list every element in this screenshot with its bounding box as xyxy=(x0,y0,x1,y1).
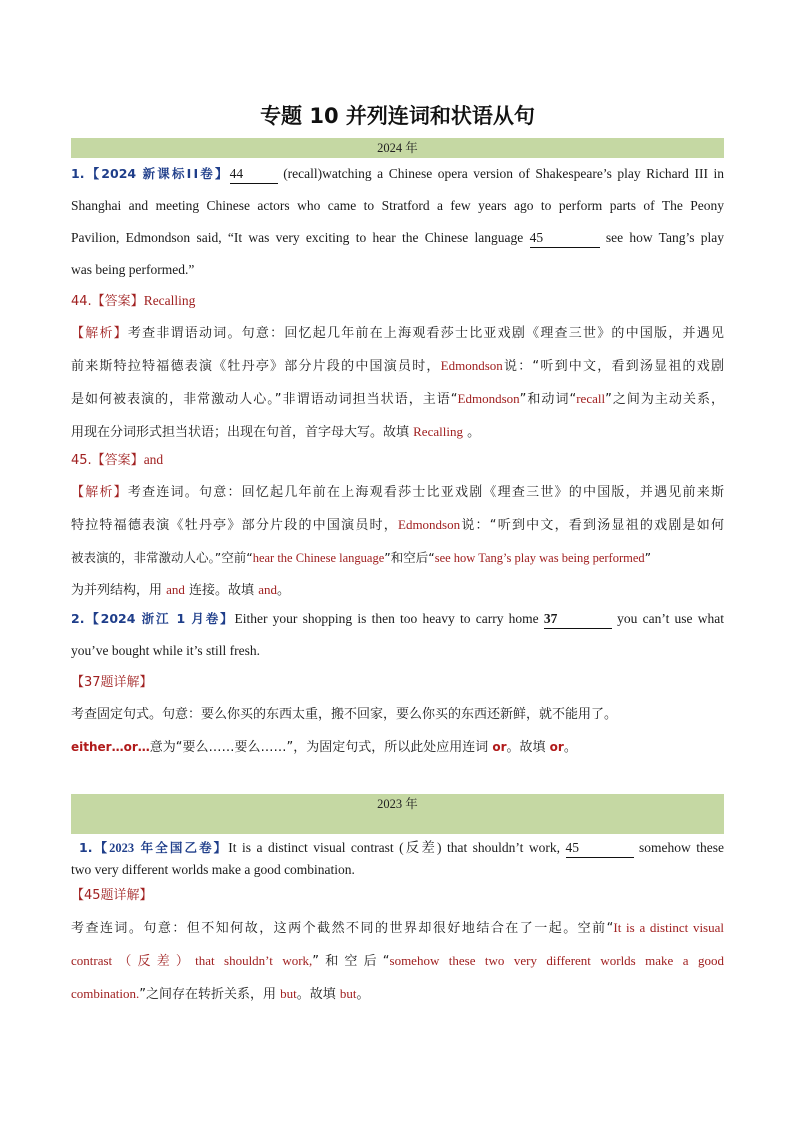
answer-value: and xyxy=(143,452,164,467)
question-source: 【2024 浙江 1 月卷】 xyxy=(84,611,235,626)
answer-value: Recalling xyxy=(143,293,196,308)
detail-label: 【45题详解】 xyxy=(71,888,153,903)
question-1-line-1: 1.【2024 新课标ⅠⅠ卷】44 (recall)watching a Chinese opera version of Shakespeare’s play Richard III in xyxy=(71,158,724,190)
question-source: 【2024 新课标ⅠⅠ卷】 xyxy=(84,166,230,181)
page-title: 专题 10 并列连词和状语从句 xyxy=(260,104,535,128)
question-2023-1: 1.【2023 年全国乙卷】It is a distinct visual contrast (反差) that shouldn’t work, 45 somehow these two very different worlds make a good combination. xyxy=(71,840,724,877)
blank-44[interactable]: 44 xyxy=(230,165,278,184)
detail-2023: 【45题详解】 考查连词。句意：但不知何故，这两个截然不同的世界却很好地结合在了一起。空前“It is a distinct visual contrast（反差）that shouldn’t work,”和空后“somehow these two very different worlds make a good combination.”之间存在转折关系，用 but。故填 but。 xyxy=(71,880,724,1011)
blank-45[interactable]: 45 xyxy=(530,229,600,248)
blank-37[interactable]: 37 xyxy=(544,610,612,629)
question-1: 1.【2024 新课标ⅠⅠ卷】44 (recall)watching a Chinese opera version of Shakespeare’s play Richard III in Shanghai and meeting Chinese actors who came to Stratford a few years ago to perform parts of The Peony Pavilion, Edmondson said, “It was very exciting to hear the Chinese language 45 see how Tang’s play was being performed.” xyxy=(71,158,724,286)
answer-45: 45.【答案】and 【解析】考查连词。句意：回忆起几年前在上海观看莎士比亚戏剧《理查三世》的中国版，并遇见前来斯 特拉特福德表演《牡丹亭》部分片段的中国演员时，Edmondson说：“听到中文，看到汤显祖的戏剧是如何 被表演的，非常激动人心。”空前“hear the Chinese language”和空后“see how Tang’s play was being performed” 为并列结构，用 and 连接。故填 and。 xyxy=(71,452,724,598)
detail-label: 【37题详解】 xyxy=(71,675,153,690)
answer-44: 44.【答案】Recalling 【解析】考查非谓语动词。句意：回忆起几年前在上海观看莎士比亚戏剧《理查三世》的中国版，并遇见 前来斯特拉特福德表演《牡丹亭》部分片段的中国演员时，Edmondson说：“听到中文，看到汤显祖的戏剧 是如何被表演的，非常激动人心。”非谓语动词担当状语，主语“Edmondson”和动词“recall”之间为主动关系， 用现在分词形式担当状语；出现在句首，首字母大写。故填 Recalling 。 xyxy=(71,293,724,440)
blank-45-2023[interactable]: 45 xyxy=(566,839,634,858)
section-header-2023: 2023 年 xyxy=(71,794,724,834)
question-1-line-3: Pavilion, Edmondson said, “It was very exciting to hear the Chinese language 45 see how Tang’s play xyxy=(71,222,724,254)
question-2: 2.【2024 浙江 1 月卷】Either your shopping is then too heavy to carry home 37 you can’t use what you’ve bought while it’s still fresh. 【37题详解】 考查固定句式。句意：要么你买的东西太重，搬不回家，要么你买的东西还新鲜，就不能用了。 either…or…意为“要么……要么……”，为固定句式，所以此处应用连词 or。故填 or。 xyxy=(71,611,725,755)
section-header-2024: 2024 年 xyxy=(71,138,724,158)
